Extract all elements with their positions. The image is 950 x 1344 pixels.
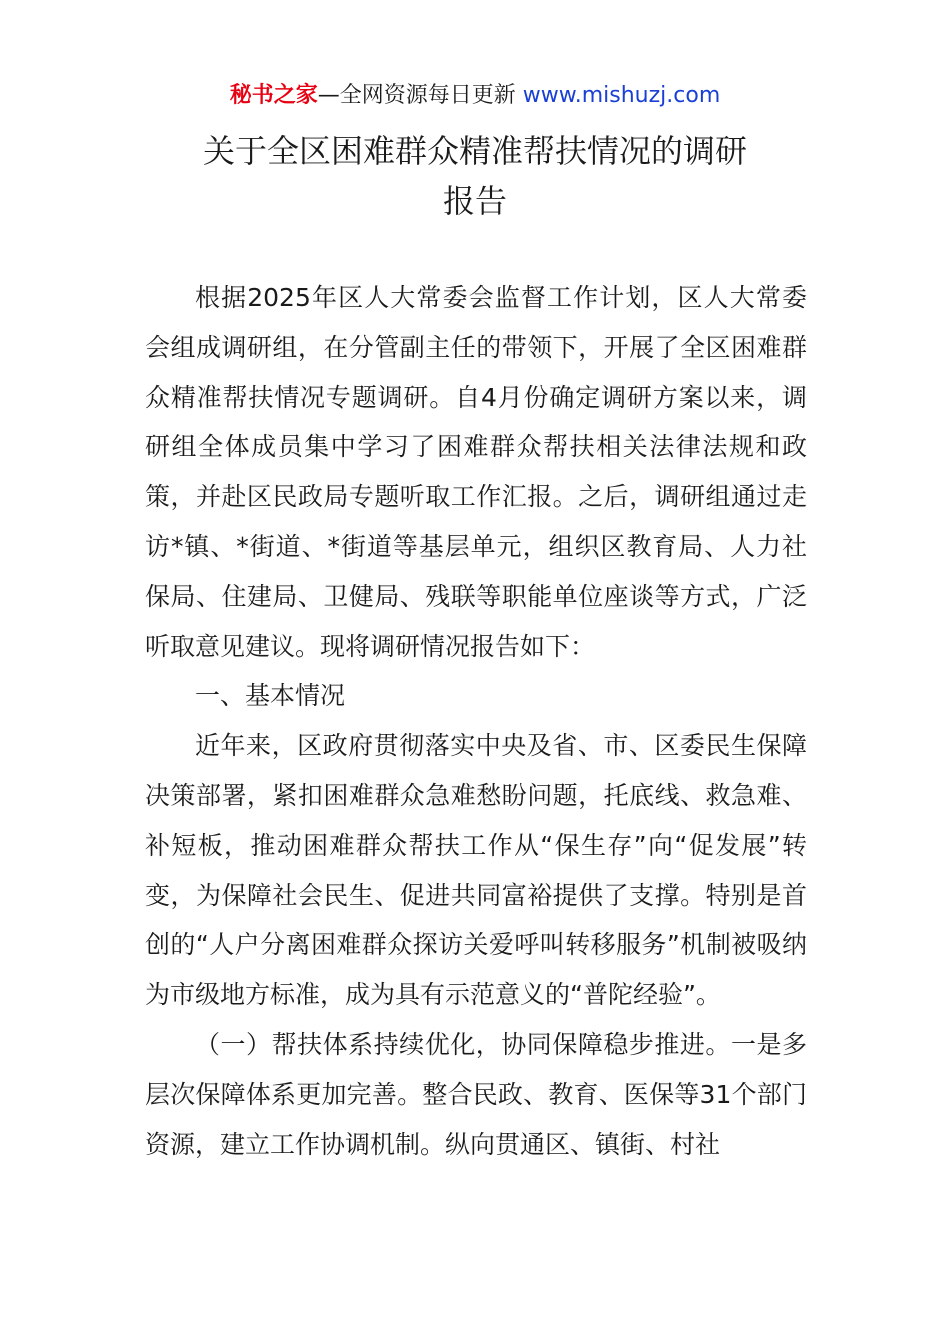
paragraph-intro: 根据2025年区人大常委会监督工作计划，区人大常委会组成调研组，在分管副主任的带领下，开展了全区困难群众精准帮扶情况专题调研。自4月份确定调研方案以来，调研组全体成员集中学习了困难群众帮扶相关法律法规和政策，并赴区民政局专题听取工作汇报。之后，调研组通过走访*镇、*街道、*街道等基层单元，组织区教育局、人力社保局、住建局、卫健局、残联等职能单位座谈等方式，广泛听取意见建议。现将调研情况报告如下： bbox=[145, 283, 807, 661]
document-title-line-1: 关于全区困难群众精准帮扶情况的调研 bbox=[202, 132, 747, 170]
section-heading-basic-situation: 一、基本情况 bbox=[195, 681, 346, 711]
document-body bbox=[145, 273, 807, 1169]
document-title-line-2: 报告 bbox=[442, 182, 507, 220]
site-header bbox=[0, 80, 950, 112]
header-tagline: —全网资源每日更新 bbox=[317, 83, 516, 108]
brand-name: 秘书之家 bbox=[229, 83, 318, 108]
site-url-link[interactable]: www.mishuzj.com bbox=[522, 83, 721, 108]
paragraph-subsection-one: （一）帮扶体系持续优化，协同保障稳步推进。一是多层次保障体系更加完善。整合民政、教育、医保等31个部门资源，建立工作协调机制。纵向贯通区、镇街、村社 bbox=[145, 1029, 807, 1159]
document-title bbox=[0, 126, 950, 226]
paragraph-overview: 近年来，区政府贯彻落实中央及省、市、区委民生保障决策部署，紧扣困难群众急难愁盼问题，托底线、救急难、补短板，推动困难群众帮扶工作从“保生存”向“促发展”转变，为保障社会民生、促进共同富裕提供了支撑。特别是首创的“人户分离困难群众探访关爱呼叫转移服务”机制被吸纳为市级地方标准，成为具有示范意义的“普陀经验”。 bbox=[145, 731, 807, 1010]
